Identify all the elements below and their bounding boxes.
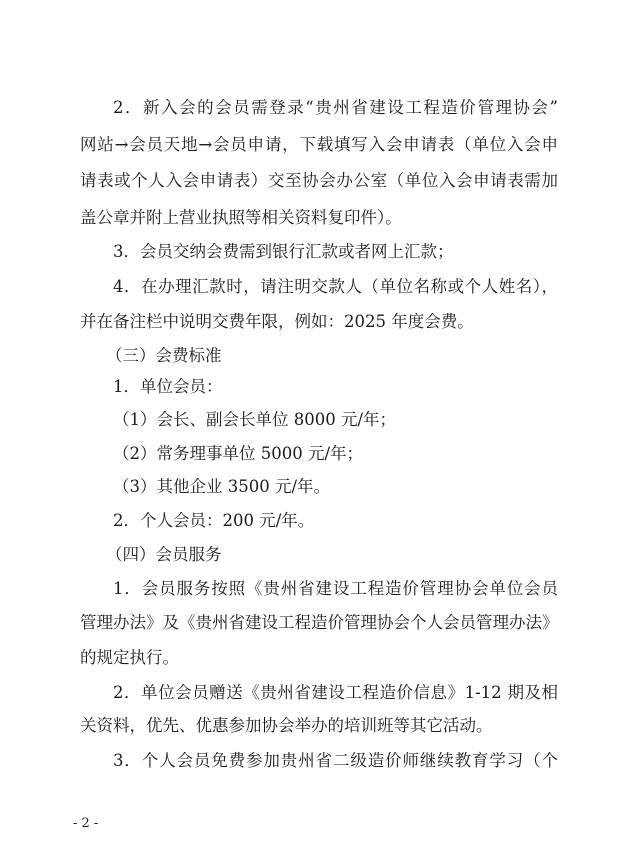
section-heading-member-services: （四）会员服务 xyxy=(106,545,222,564)
text-line-10: （1）会长、副会长单位 8000 元/年； xyxy=(113,410,397,429)
text-line-20: 3．个人会员免费参加贵州省二级造价师继续教育学习（个 xyxy=(113,751,558,770)
text-line-11: （2）常务理事单位 5000 元/年； xyxy=(113,444,364,463)
text-line-19: 关资料，优先、优惠参加协会举办的培训班等其它活动。 xyxy=(80,716,493,735)
text-line-16: 管理办法》及《贵州省建设工程造价管理协会个人会员管理办法》 xyxy=(80,613,559,632)
text-line-12: （3）其他企业 3500 元/年。 xyxy=(113,477,331,496)
text-line-7: 并在备注栏中说明交费年限，例如：2025 年度会费。 xyxy=(80,312,474,331)
text-line-2: 网站→会员天地→会员申请，下载填写入会申请表（单位入会申 xyxy=(80,135,558,154)
text-line-3: 请表或个人入会申请表）交至协会办公室（单位入会申请表需加 xyxy=(80,171,558,190)
text-line-15: 1．会员服务按照《贵州省建设工程造价管理协会单位会员 xyxy=(113,579,558,598)
text-line-17: 的规定执行。 xyxy=(80,648,179,667)
text-line-5: 3．会员交纳会费需到银行汇款或者网上汇款； xyxy=(113,242,454,261)
section-heading-fee-standard: （三）会费标准 xyxy=(106,346,222,365)
text-line-6: 4．在办理汇款时，请注明交款人（单位名称或个人姓名）， xyxy=(113,277,558,296)
text-line-18: 2．单位会员赠送《贵州省建设工程造价信息》1-12 期及相 xyxy=(113,683,558,702)
page-number: - 2 - xyxy=(73,816,99,831)
text-line-13: 2．个人会员：200 元/年。 xyxy=(113,511,315,530)
text-line-9: 1．单位会员： xyxy=(113,377,223,396)
text-line-1: 2．新入会的会员需登录“贵州省建设工程造价管理协会” xyxy=(113,98,558,117)
text-line-4: 盖公章并附上营业执照等相关资料复印件）。 xyxy=(80,208,402,227)
